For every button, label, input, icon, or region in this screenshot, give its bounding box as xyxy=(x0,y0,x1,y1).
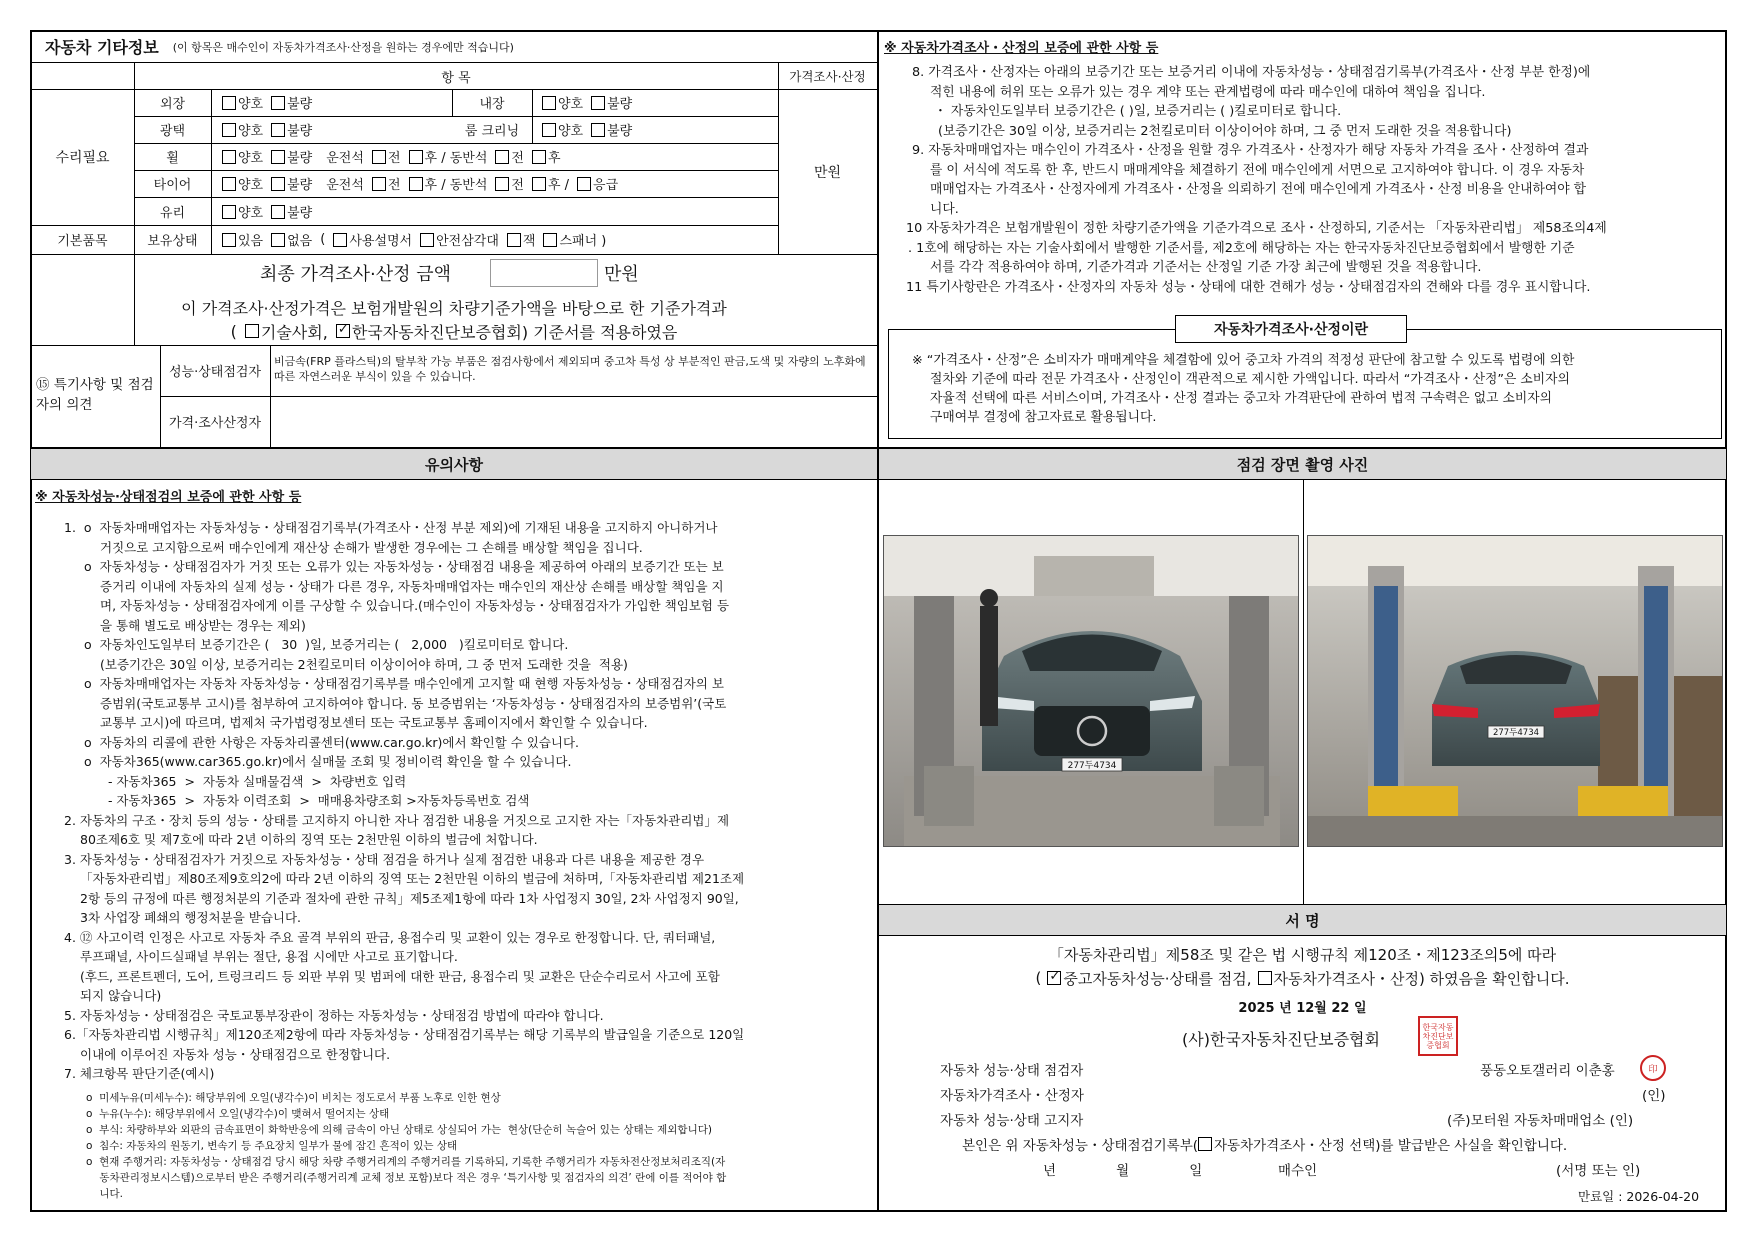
checkbox[interactable] xyxy=(542,96,556,110)
possession-yes[interactable]: 있음 xyxy=(222,230,263,249)
price-info-box-text: ※ “가격조사・산정”은 소비자가 매매계약을 체결함에 있어 중고차 가격의 적정성 판단에 참고할 수 있도록 법령에 의한 절차와 기준에 따라 전문 가격조사・산정인이 객관적으로 제시한 가액입니다. 따라서 “가격조사・산정”은 소비자의 자율적 선택에 따른 서비스이며, 가격조사・산정 결과는 중고차 가격판단에 관하여 법적 구속력은 없고 소비자의 구매여부 결정에 참고자료로 활용됩니다. xyxy=(912,353,1575,425)
notes-line: 되지 않습니다) xyxy=(80,988,162,1003)
repair-label: 수리필요 xyxy=(55,150,110,166)
row-glass-label: 유리 xyxy=(159,205,186,221)
other-info-note: (이 항목은 매수인이 자동차가격조사·산정을 원하는 경우에만 적습니다) xyxy=(172,40,514,54)
criteria-line: o 현재 주행거리: 자동차성능・상태점검 당시 해당 차량 주행거리계의 주행거리를 기록하되, 기록한 주행거리가 자동차전산정보처리조직(자 xyxy=(86,1156,726,1168)
checkbox[interactable] xyxy=(409,150,423,164)
basic-label: 기본품목 xyxy=(57,234,108,249)
notes-line: o 자동차성능・상태점검자가 거짓 또는 오류가 있는 자동차성능・상태점검 내용을 제공하여 아래의 보증기간 또는 보 xyxy=(84,559,724,574)
checkbox[interactable] xyxy=(222,96,236,110)
row-wheel-label: 휠 xyxy=(166,151,179,166)
notes-line: 거짓으로 고지함으로써 매수인에게 재산상 손해가 발생한 경우에는 그 손해를 배상할 책임을 집니다. xyxy=(100,539,643,555)
sign-organization: (사)한국자동차진단보증협회 xyxy=(1182,1029,1380,1049)
organization-stamp: 한국자동차진단보증협회 xyxy=(1418,1016,1458,1056)
checkbox[interactable] xyxy=(532,177,546,191)
notes-line: 증거리 이내에 자동차의 실제 성능・상태가 다른 경우, 자동차매매업자는 매수인의 재산상 손해를 배상할 책임을 지 xyxy=(100,578,724,594)
tire-rear[interactable]: 후 / 동반석 xyxy=(409,174,488,193)
other-info-title-bar xyxy=(31,31,877,63)
possession-spanner[interactable]: 스패너 ) xyxy=(543,230,606,249)
buyer-date: 년 월 일 xyxy=(1043,1163,1203,1179)
criteria-line: 동차관리정보시스템)으로부터 받은 주행거리(주행거리계 교체 정보 포함)보다 적은 경우 ‘특기사항 및 점검자의 의견’ 란에 이를 적어야 합 xyxy=(86,1172,727,1184)
checkbox[interactable] xyxy=(222,177,236,191)
glass-bad[interactable]: 불량 xyxy=(271,202,312,221)
checkbox[interactable] xyxy=(495,177,509,191)
tire-rear2[interactable]: 후 / xyxy=(532,174,569,193)
inspector-label: 성능·상태점검자 xyxy=(168,365,262,380)
checkbox[interactable] xyxy=(532,150,546,164)
interior-bad[interactable]: 불량 xyxy=(591,93,632,112)
notes-list xyxy=(48,518,874,1084)
rear-inspection-photo xyxy=(1307,535,1723,847)
notes-line: 6.「자동차관리법 시행규칙」제120조제2항에 따라 자동차성능・상태점검기록부는 해당 기록부의 발급일을 기준으로 120일 xyxy=(64,1027,745,1042)
notes-line: 5. 자동차성능・상태점검은 국토교통부장관이 정하는 자동차성능・상태점검 방법에 따라야 합니다. xyxy=(64,1007,604,1023)
center-divider xyxy=(877,30,879,1212)
checkbox[interactable] xyxy=(543,233,557,247)
notes-line: 이내에 이루어진 자동차 성능・상태점검으로 한정합니다. xyxy=(80,1046,391,1062)
checkbox[interactable] xyxy=(577,177,591,191)
notes-line: 3. 자동차성능・상태점검자가 거짓으로 자동차성능・상태 점검을 하거나 실제 점검한 내용과 다른 내용을 제공한 경우 xyxy=(64,851,705,867)
criteria-line: o 부식: 차량하부와 외판의 금속표면이 화학반응에 의해 금속이 아닌 상태로 상실되어 가는 현상(단순히 녹슬어 있는 상태는 제외합니다) xyxy=(86,1124,712,1136)
glass-options xyxy=(222,197,320,225)
notes-line: 2. 자동차의 구조・장치 등의 성능・상태를 고지하지 아니한 자나 점검한 내용을 거짓으로 고지한 자는「자동차관리법」제 xyxy=(64,812,730,828)
checkbox[interactable] xyxy=(409,177,423,191)
notes-line: 「자동차관리법」제80조제9호의2에 따라 2년 이하의 징역 또는 2천만원 이하의 벌금에 처하며,「자동차관리법 제21조제 xyxy=(80,871,745,886)
glass-good[interactable]: 양호 xyxy=(222,202,263,221)
buyer-confirm-checkbox[interactable] xyxy=(1198,1137,1212,1151)
other-info-title: 자동차 기타정보 xyxy=(45,38,159,57)
possession-manual[interactable]: 사용설명서 xyxy=(333,230,412,249)
price-appraiser-label: 가격·조사산정자 xyxy=(168,416,262,431)
checkbox[interactable] xyxy=(591,96,605,110)
inspector-sign-value: 풍동오토갤러리 이춘홍 xyxy=(1480,1063,1615,1079)
wheel-front[interactable]: 전 xyxy=(372,147,401,166)
notes-line: 1. o 자동차매매업자는 자동차성능・상태점검기록부(가격조사・산정 부분 제외)에 기재된 내용을 고지하지 아니하거나 xyxy=(64,520,718,535)
room-clean-bad[interactable]: 불량 xyxy=(591,120,632,139)
wheel-seat-label: 운전석 xyxy=(326,151,364,166)
checkbox[interactable] xyxy=(507,233,521,247)
front-car-image xyxy=(884,536,1299,847)
tire-front[interactable]: 전 xyxy=(372,174,401,193)
row-gloss-label: 광택 xyxy=(159,124,186,139)
tire-options xyxy=(222,170,626,197)
paren: ( xyxy=(320,232,326,247)
wheel-options xyxy=(222,143,569,170)
inspector-sign-label: 자동차 성능·상태 점검자 xyxy=(940,1063,1084,1079)
wheel-good[interactable]: 양호 xyxy=(222,147,263,166)
buyer-sign-note: (서명 또는 인) xyxy=(1556,1163,1641,1179)
grid-line xyxy=(532,89,533,143)
checkbox[interactable] xyxy=(542,123,556,137)
exterior-options xyxy=(222,89,320,116)
grid-line xyxy=(31,479,877,480)
tire-good[interactable]: 양호 xyxy=(222,174,263,193)
possession-no[interactable]: 없음 xyxy=(271,230,312,249)
front-plate: 277두4734 xyxy=(1067,761,1117,771)
basis-checkbox-tech[interactable] xyxy=(245,324,259,338)
grid-line xyxy=(879,935,1726,936)
notes-line: 4. ⑫ 사고이력 인정은 사고로 자동차 주요 골격 부위의 판금, 용접수리 및 교환이 있는 경우로 한정합니다. 단, 쿼터패널, xyxy=(64,929,716,945)
notes-criteria-list xyxy=(86,1090,876,1202)
notes-line: 교통부 고시)에 따르며, 법제처 국가법령정보센터 또는 국토교통부 홈페이지에서 확인할 수 있습니다. xyxy=(100,715,648,730)
row-exterior-label: 외장 xyxy=(159,97,186,112)
checkbox[interactable] xyxy=(420,233,434,247)
checkbox[interactable] xyxy=(591,123,605,137)
notes-line: (보증기간은 30일 이상, 보증거리는 2천킬로미터 이상이어야 하며, 그 중 먼저 도래한 것을 적용) xyxy=(100,656,628,672)
checkbox[interactable] xyxy=(271,150,285,164)
notes-line: (후드, 프론트펜더, 도어, 트렁크리드 등 외판 부위 및 범퍼에 대한 판금, 용접수리 및 교환은 단순수리로서 사고에 포함 xyxy=(80,968,720,984)
basis-checkbox-kada[interactable] xyxy=(336,324,350,338)
checkbox[interactable] xyxy=(372,177,386,191)
price-guarantee-text: 8. 가격조사・산정자는 아래의 보증기간 또는 보증거리 이내에 자동차성능・상태점검기록부(가격조사・산정 부분 한정)에 적힌 내용에 허위 또는 오류가 있는 경우 계약 또는 관계법령에 따라 매수인에 대하여 책임을 집니다. ・ 자동차인도일부터 보증기간은 ( )일, 보증거리는 ( )킬로미터로 합니다. (보증기간은 30일 이상, 보증거리는 2천킬로미터 이상이어야 하며, 그 중 먼저 도래한 것을 적용합니다) 9. 자동차매매업자는 매수인이 가격조사・산정을 원할 경우 가격조사・산정자가 해당 자동차 가격을 조사・산정하여 결과 를 이 서식에 적도록 한 후, 반드시 매매계약을 체결하기 전에 매수인에게 서면으로 고지하여야 합니다. 이 경우 자동차 매매업자는 가격조사・산정자에게 가격조사・산정을 의뢰하기 전에 매수인에게 가격조사・산정 비용을 안내하여야 합 니다. 10 자동차가격은 보험개발원이 정한 차량기준가액을 기준가격으로 조사・산정하되, 기준서는 「자동차관리법」 제58조의4제 . 1호에 해당하는 자는 기술사회에서 발행한 기준서를, 제2호에 해당하는 자는 한국자동차진단보증협회에서 발행한 기준 서를 각각 적용하여야 하며, 기준가격과 기준서는 산정일 기준 가장 최근에 발행된 것을 적용합니다. 11 특기사항란은 가격조사・산정자의 자동차 성능・상태에 대한 견해가 성능・상태점검자의 견해와 다를 경우 표시합니다. xyxy=(906,65,1607,295)
notes-line: 며, 자동차성능・상태점검자에게 이를 구상할 수 있습니다.(매수인이 자동차성능・상태점검자가 가입한 책임보험 등 xyxy=(100,598,730,613)
grid-line xyxy=(31,345,877,346)
price-guarantee-heading: ※ 자동차가격조사・산정의 보증에 관한 사항 등 xyxy=(884,41,1159,56)
photos-header: 점검 장면 촬영 사진 xyxy=(879,449,1726,479)
exterior-good[interactable]: 양호 xyxy=(222,93,263,112)
rear-car-image xyxy=(1308,536,1723,847)
front-inspection-photo xyxy=(883,535,1299,847)
final-amount-input[interactable] xyxy=(490,259,598,287)
sign-line2: ( ✓ 중고자동차성능·상태를 점검, 자동차가격조사・산정) 하였음을 확인합니다. xyxy=(879,966,1726,990)
col-price-header: 가격조사·산정 xyxy=(789,69,866,84)
checkbox[interactable] xyxy=(271,177,285,191)
grid-line xyxy=(1303,479,1304,904)
notifier-sign-label: 자동차 성능·상태 고지자 xyxy=(940,1113,1084,1129)
signature-header: 서 명 xyxy=(879,905,1726,935)
grid-line xyxy=(211,89,212,254)
interior-good[interactable]: 양호 xyxy=(542,93,583,112)
tire-emergency[interactable]: 응급 xyxy=(577,174,618,193)
inspector-remarks: 비금속(FRP 플라스틱)의 탈부착 가능 부품은 점검사항에서 제외되며 중고차 특성 상 부분적인 판금,도색 및 자량의 노후화에 따른 자연스러운 부식이 있을 수 있습니다. xyxy=(274,355,866,383)
appraiser-sign-value: (인) xyxy=(1642,1088,1666,1104)
notes-line: o 자동차365(www.car365.go.kr)에서 실매물 조회 및 정비이력 확인을 할 수 있습니다. xyxy=(84,754,572,769)
buyer-label: 매수인 xyxy=(1278,1163,1318,1179)
price-unit: 만원 xyxy=(813,164,842,181)
wheel-rear2[interactable]: 후 xyxy=(532,147,561,166)
possession-triangle[interactable]: 안전삼각대 xyxy=(420,230,499,249)
price-info-box-title: 자동차가격조사·산정이란 xyxy=(1175,315,1407,343)
inspector-seal: 印 xyxy=(1640,1055,1666,1081)
buyer-confirm-line: 본인은 위 자동차성능・상태점검기록부( 자동차가격조사・산정 선택)를 발급받은 사실을 확인합니다. xyxy=(962,1138,1568,1154)
notes-line: 증범위(국토교통부 고시)를 첨부하여 고지하여야 합니다. 동 보증범위는 ‘자동차성능・상태점검자의 보증범위’(국토 xyxy=(100,695,727,711)
criteria-line: o 미세누유(미세누수): 해당부위에 오일(냉각수)이 비치는 정도로서 부품 노후로 인한 현상 xyxy=(86,1092,501,1104)
gloss-options xyxy=(222,116,320,143)
sign-line1: 「자동차관리법」제58조 및 같은 법 시행규칙 제120조・제123조의5에 따라 xyxy=(1048,945,1557,964)
checkbox[interactable] xyxy=(222,123,236,137)
notes-line: - 자동차365 > 자동차 실매물검색 > 차량번호 입력 xyxy=(100,773,407,789)
tire-bad[interactable]: 불량 xyxy=(271,174,312,193)
sign-check-performance[interactable] xyxy=(1047,971,1061,985)
exterior-bad[interactable]: 불량 xyxy=(271,93,312,112)
appraiser-sign-label: 자동차가격조사・산정자 xyxy=(940,1088,1084,1104)
tire-seat-label: 운전석 xyxy=(326,178,364,193)
checkbox[interactable] xyxy=(271,96,285,110)
expiry-date: 만료일 : 2026-04-20 xyxy=(1578,1189,1700,1204)
notes-line: 7. 체크항목 판단기준(예시) xyxy=(64,1066,215,1081)
row-room-clean-label: 룸 크리닝 xyxy=(464,124,520,139)
notes-header: 유의사항 xyxy=(31,449,877,479)
notes-line: 루프패널, 사이드실패널 부위는 절단, 용접 시에만 사고로 표기합니다. xyxy=(80,949,458,964)
row-tire-label: 타이어 xyxy=(153,178,192,193)
sign-check-price[interactable] xyxy=(1258,971,1272,985)
criteria-line: 니다. xyxy=(86,1188,123,1200)
criteria-line: o 누유(누수): 해당부위에서 오일(냉각수)이 맺혀서 떨어지는 상태 xyxy=(86,1108,390,1120)
tire-front2[interactable]: 전 xyxy=(495,174,524,193)
notes-line: o 자동차의 리콜에 관한 사항은 자동차리콜센터(www.car.go.kr)에서 확인할 수 있습니다. xyxy=(84,734,580,750)
checkbox[interactable] xyxy=(495,150,509,164)
checkbox[interactable] xyxy=(222,205,236,219)
checkbox[interactable] xyxy=(271,123,285,137)
row-interior-label: 내장 xyxy=(479,97,505,112)
checkbox[interactable] xyxy=(222,150,236,164)
interior-options xyxy=(542,89,640,116)
gloss-bad[interactable]: 불량 xyxy=(271,120,312,139)
possession-jack[interactable]: 잭 xyxy=(507,230,536,249)
basis-line1: 이 가격조사·산정가격은 보험개발원의 차량기준가액을 바탕으로 한 기준가격과 xyxy=(181,298,727,318)
notes-line: o 자동차인도일부터 보증기간은 ( 30 )일, 보증거리는 ( 2,000 )킬로미터로 합니다. xyxy=(84,637,569,652)
notifier-sign-value: (주)모터원 자동차매매업소 (인) xyxy=(1447,1113,1634,1129)
special-remarks-label: ⑮ 특기사항 및 점검자의 의견 xyxy=(36,377,154,413)
wheel-rear[interactable]: 후 / 동반석 xyxy=(409,147,488,166)
notes-line: 을 통해 별도로 배상받는 경우는 제외) xyxy=(100,617,306,633)
notes-line: - 자동차365 > 자동차 이력조회 > 매매용차량조회 >자동차등록번호 검색 xyxy=(100,793,530,808)
notes-line: 2항 등의 규정에 따른 행정처분의 기준과 절차에 관한 규칙」제5조제1항에 따라 1차 사업정지 30일, 2차 사업정지 90일, xyxy=(80,890,739,906)
col-item-header: 항 목 xyxy=(441,70,471,86)
wheel-front2[interactable]: 전 xyxy=(495,147,524,166)
possession-options xyxy=(222,225,614,254)
room-clean-good[interactable]: 양호 xyxy=(542,120,583,139)
checkbox[interactable] xyxy=(372,150,386,164)
wheel-bad[interactable]: 불량 xyxy=(271,147,312,166)
grid-line xyxy=(31,254,877,255)
checkbox[interactable] xyxy=(271,205,285,219)
criteria-line: o 침수: 자동차의 원동기, 변속기 등 주요장치 일부가 물에 잠긴 흔적이 있는 상태 xyxy=(86,1140,458,1152)
notes-line: o 자동차매매업자는 자동차 자동차성능・상태점검기록부를 매수인에게 고지할 때 현행 자동차성능・상태점검자의 보 xyxy=(84,676,724,691)
checkbox[interactable] xyxy=(333,233,347,247)
sign-date: 2025 년 12월 22 일 xyxy=(1238,1000,1367,1016)
notes-line: 80조제6호 및 제7호에 따라 2년 이하의 징역 또는 2천만원 이하의 벌금에 처합니다. xyxy=(80,832,538,847)
checkbox[interactable] xyxy=(271,233,285,247)
basis-line2: ( 기술사회, ✓ 한국자동차진단보증협회) 기준서를 적용하였음 xyxy=(31,319,877,343)
notes-heading: ※ 자동차성능·상태점검의 보증에 관한 사항 등 xyxy=(35,490,302,505)
notes-line: 3차 사업장 폐쇄의 행정처분을 받습니다. xyxy=(80,910,302,925)
final-amount-label: 최종 가격조사·산정 금액 xyxy=(260,264,452,285)
room-clean-options xyxy=(542,116,640,143)
row-possession-label: 보유상태 xyxy=(147,234,198,249)
rear-plate: 277두4734 xyxy=(1492,728,1540,738)
checkbox[interactable] xyxy=(222,233,236,247)
final-amount-unit: 만원 xyxy=(604,264,639,285)
gloss-good[interactable]: 양호 xyxy=(222,120,263,139)
